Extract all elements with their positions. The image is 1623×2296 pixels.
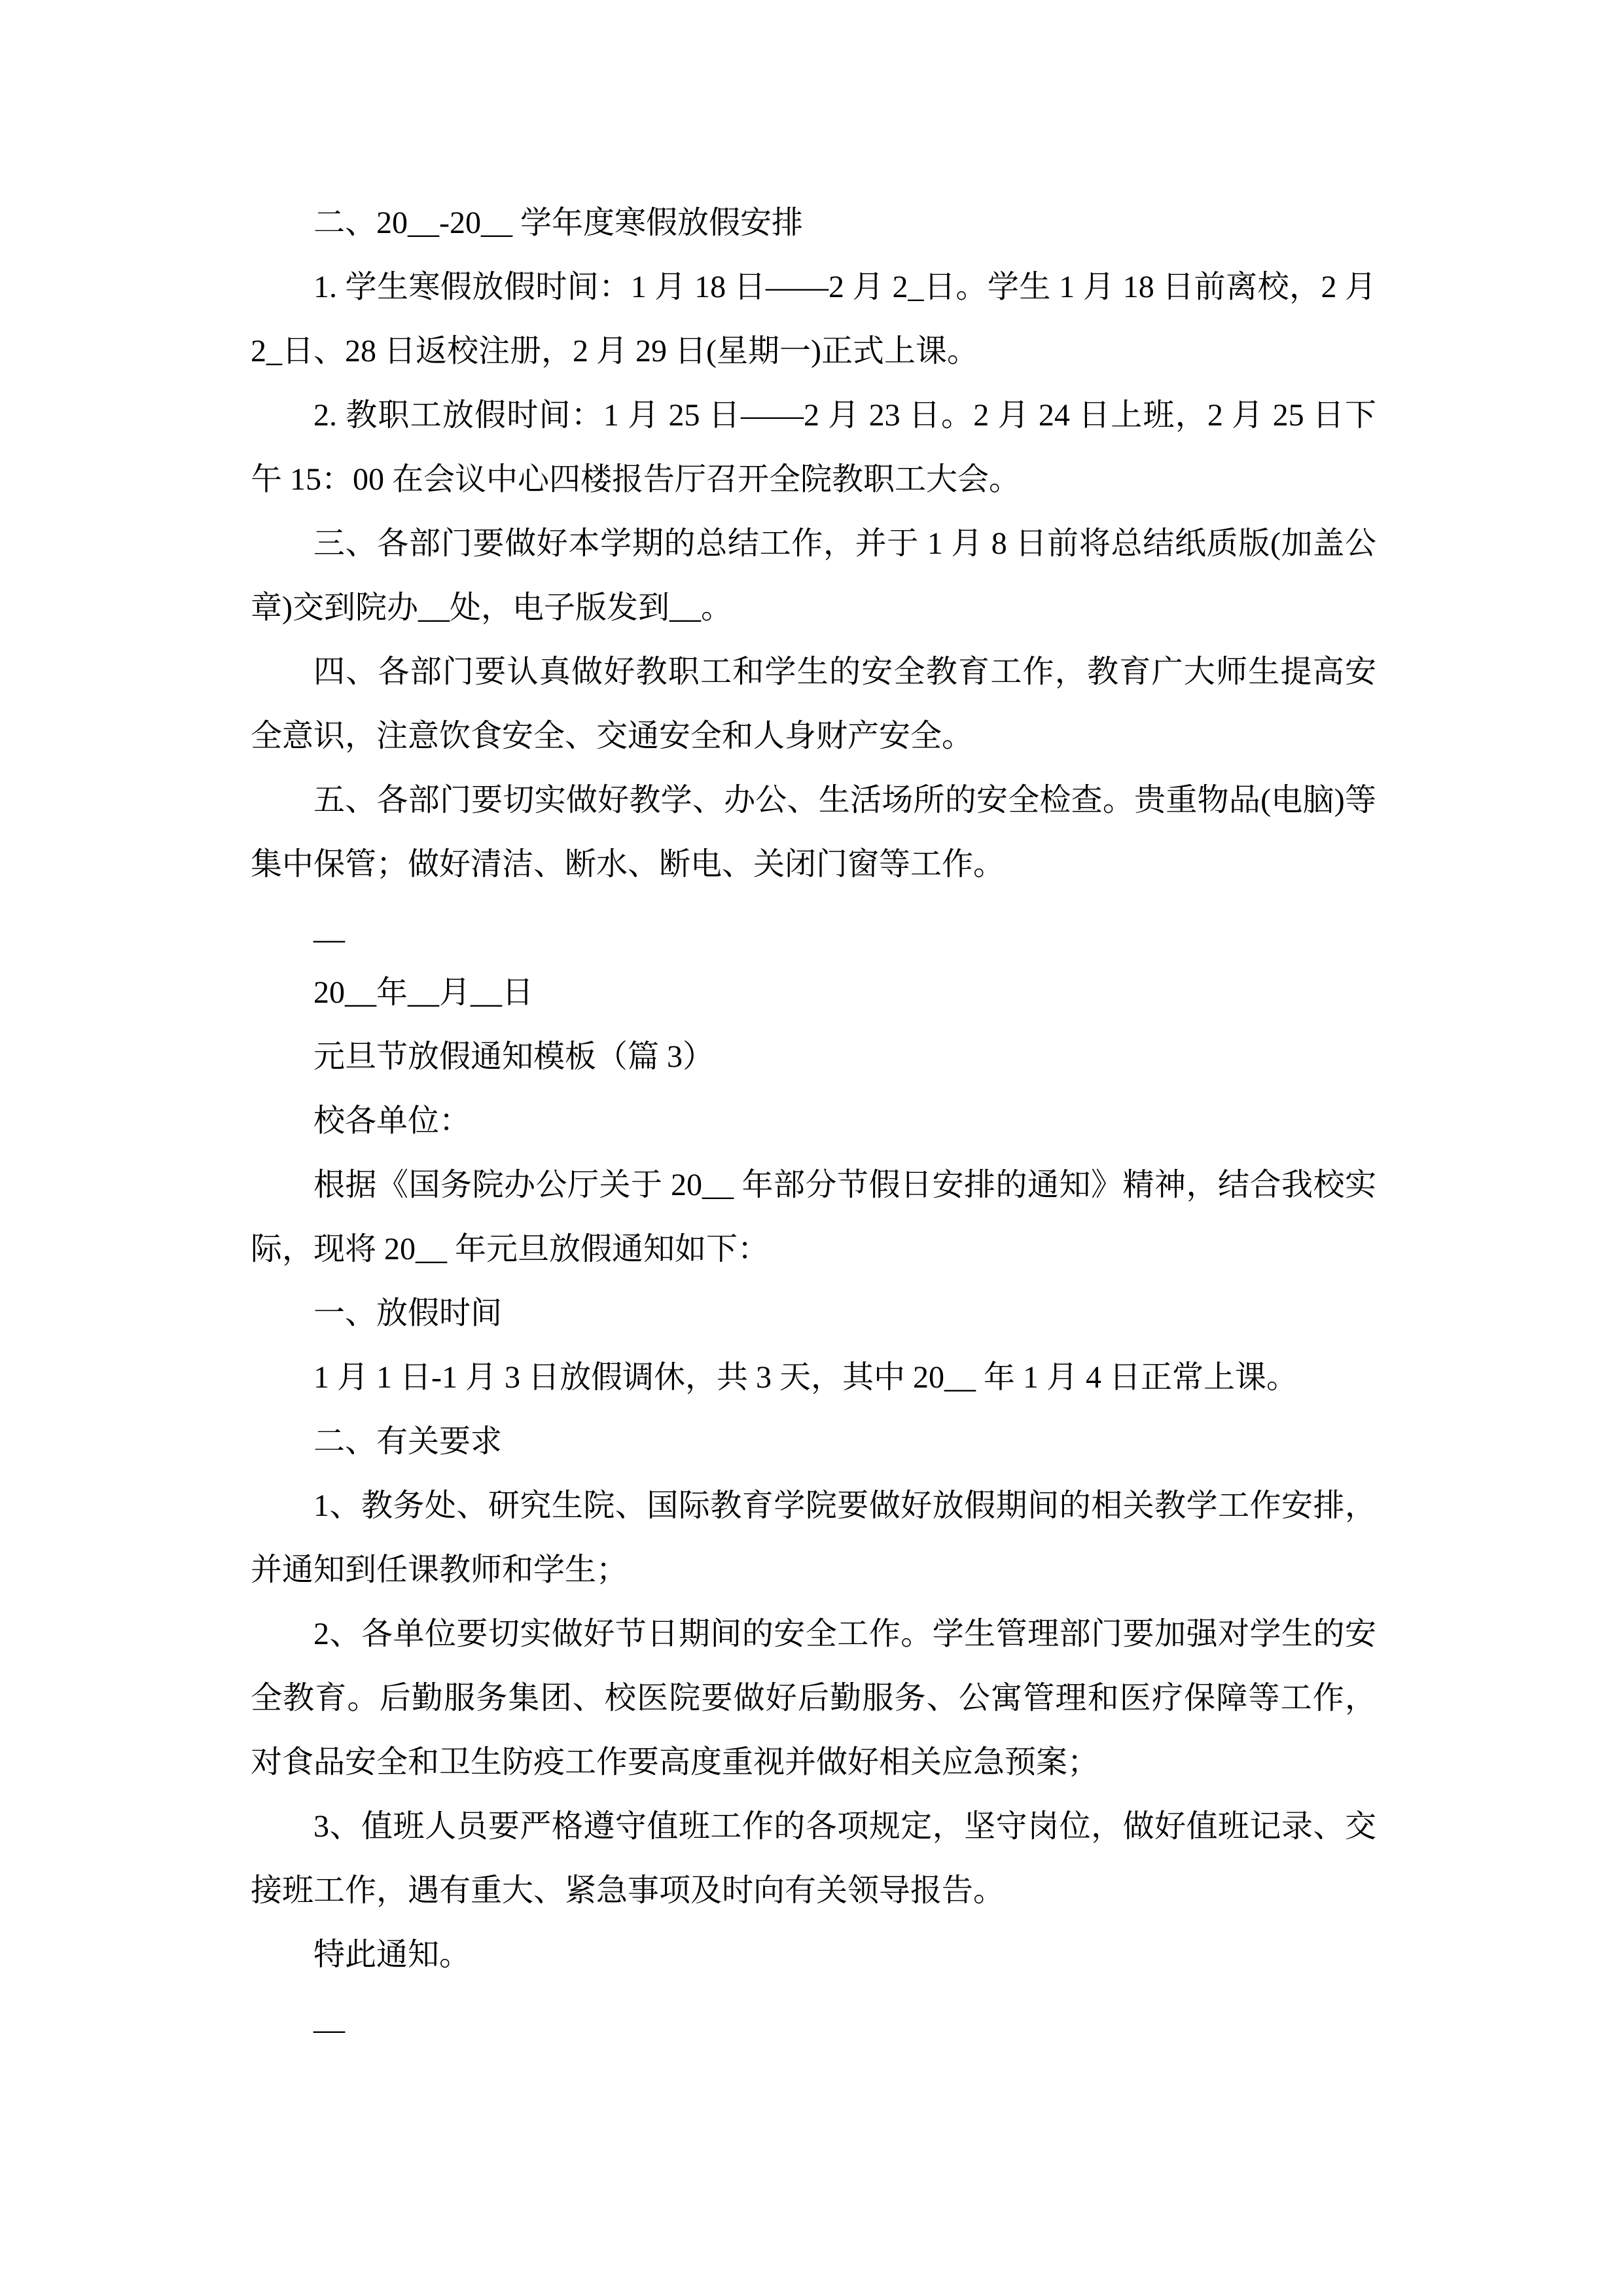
heading-holiday-time: 一、放假时间 <box>313 1296 503 1331</box>
para-item4-safety-education: 四、各部门要认真做好教职工和学生的安全教育工作，教育广大师生提高安全意识，注意饮食安全、交通安全和人身财产安全。 <box>251 655 1376 753</box>
para-item5-safety-inspection: 五、各部门要切实做好教学、办公、生活场所的安全检查。贵重物品(电脑)等集中保管；做好清洁、断水、断电、关闭门窗等工作。 <box>251 783 1376 882</box>
heading-winter-vacation-schedule: 二、20__-20__ 学年度寒假放假安排 <box>313 206 803 240</box>
date-placeholder-line: 20__年__月__日 <box>313 975 534 1010</box>
para-req1-teaching-arrangements: 1、教务处、研究生院、国际教育学院要做好放假期间的相关教学工作安排，并通知到任课教师和学生； <box>251 1488 1376 1587</box>
heading-new-year-notice-template-3: 元旦节放假通知模板（篇 3） <box>313 1039 715 1074</box>
para-student-vacation-dates: 1. 学生寒假放假时间：1 月 18 日——2 月 2_日。学生 1 月 18 日前离校，2 月 2_日、28 日返校注册，2 月 29 日(星期一)正式上课。 <box>251 270 1376 368</box>
para-staff-vacation-dates: 2. 教职工放假时间：1 月 25 日——2 月 23 日。2 月 24 日上班，2 月 25 日下午 15：00 在会议中心四楼报告厅召开全院教职工大会。 <box>251 398 1376 497</box>
para-req3-duty-rules: 3、值班人员要严格遵守值班工作的各项规定，坚守岗位，做好值班记录、交接班工作，遇有重大、紧急事项及时向有关领导报告。 <box>251 1809 1376 1908</box>
underscore-blank-line: __ <box>313 911 345 946</box>
para-state-council-basis: 根据《国务院办公厅关于 20__ 年部分节假日安排的通知》精神，结合我校实际，现将 20__ 年元旦放假通知如下： <box>251 1168 1376 1266</box>
underscore-blank-line-end: __ <box>313 2001 345 2036</box>
para-holiday-dates: 1 月 1 日-1 月 3 日放假调休，共 3 天，其中 20__ 年 1 月 4 日正常上课。 <box>313 1360 1298 1395</box>
salutation-school-units: 校各单位： <box>313 1103 471 1138</box>
document-body <box>251 191 1376 2051</box>
para-hereby-notified: 特此通知。 <box>313 1937 471 1972</box>
para-item3-semester-summary: 三、各部门要做好本学期的总结工作，并于 1 月 8 日前将总结纸质版(加盖公章)交到院办__处，电子版发到__。 <box>251 526 1376 625</box>
para-req2-safety-work: 2、各单位要切实做好节日期间的安全工作。学生管理部门要加强对学生的安全教育。后勤服务集团、校医院要做好后勤服务、公寓管理和医疗保障等工作，对食品安全和卫生防疫工作要高度重视并做好相关应急预案； <box>251 1617 1376 1780</box>
heading-requirements: 二、有关要求 <box>313 1424 503 1459</box>
